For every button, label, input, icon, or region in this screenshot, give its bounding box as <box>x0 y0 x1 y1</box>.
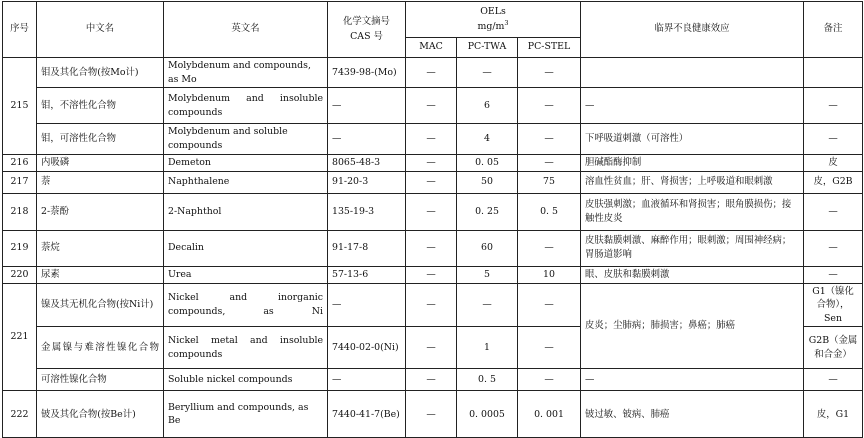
cell-cas: 91-17-8 <box>328 230 406 266</box>
cell-health-effect: 下呼吸道刺激（可溶性） <box>581 124 804 154</box>
header-mac: MAC <box>406 38 457 58</box>
row-seq: 216 <box>3 154 37 171</box>
cell-chinese-name: 萘烷 <box>37 230 164 266</box>
cell-note: — <box>804 369 863 391</box>
header-oels-title: OELs <box>480 6 506 18</box>
cell-chinese-name: 钼，不溶性化合物 <box>37 88 164 124</box>
cell-note: G2B（金属和合金） <box>804 327 863 369</box>
row-seq: 221 <box>3 283 37 391</box>
table-row <box>3 88 863 124</box>
cell-cas: — <box>328 88 406 124</box>
cell-mac: — <box>406 369 457 391</box>
cell-pc-stel: — <box>518 369 581 391</box>
cell-chinese-name: 金属镍与难溶性镍化合物 <box>37 327 164 369</box>
cell-note: G1（镍化合物），Sen <box>804 283 863 327</box>
header-cas <box>328 2 406 58</box>
cell-mac: — <box>406 124 457 154</box>
cell-english-name: Naphthalene <box>164 171 328 193</box>
header-pc-stel: PC-STEL <box>518 38 581 58</box>
cell-health-effect: 溶血性贫血；肝、肾损害；上呼吸道和眼刺激 <box>581 171 804 193</box>
cell-chinese-name: 2-萘酚 <box>37 193 164 230</box>
cell-cas: 91-20-3 <box>328 171 406 193</box>
cell-english-name: Molybdenum and insoluble compounds <box>164 88 328 124</box>
cell-health-effect: — <box>581 369 804 391</box>
cell-note: — <box>804 230 863 266</box>
cell-mac: — <box>406 88 457 124</box>
cell-pc-stel: 0. 001 <box>518 391 581 438</box>
header-cas-line2: CAS 号 <box>350 30 383 42</box>
cell-pc-stel: — <box>518 230 581 266</box>
header-pc-twa: PC-TWA <box>457 38 518 58</box>
table-row <box>3 171 863 193</box>
table-row <box>3 391 863 438</box>
cell-pc-twa: 4 <box>457 124 518 154</box>
cell-note: — <box>804 88 863 124</box>
cell-note: 皮，G2B <box>804 171 863 193</box>
cell-note: 皮，G1 <box>804 391 863 438</box>
header-oels <box>406 2 581 38</box>
header-health-effect: 临界不良健康效应 <box>581 2 804 58</box>
cell-pc-twa: — <box>457 58 518 88</box>
cell-pc-twa: 50 <box>457 171 518 193</box>
cell-pc-twa: — <box>457 283 518 327</box>
cell-english-name: 2-Naphthol <box>164 193 328 230</box>
header-chinese-name: 中文名 <box>37 2 164 58</box>
cell-english-name: Urea <box>164 266 328 283</box>
cell-chinese-name: 镍及其无机化合物(按Ni计) <box>37 283 164 327</box>
cell-pc-stel: — <box>518 124 581 154</box>
cell-chinese-name: 铍及其化合物(按Be计) <box>37 391 164 438</box>
table-row <box>3 230 863 266</box>
cell-pc-twa: 5 <box>457 266 518 283</box>
cell-mac: — <box>406 58 457 88</box>
cell-english-name: Molybdenum and soluble compounds <box>164 124 328 154</box>
cell-pc-stel: — <box>518 154 581 171</box>
cell-pc-stel: — <box>518 327 581 369</box>
cell-pc-twa: 1 <box>457 327 518 369</box>
cell-pc-stel: 0. 5 <box>518 193 581 230</box>
cell-english-name: Molybdenum and compounds, as Mo <box>164 58 328 88</box>
cell-pc-twa: 6 <box>457 88 518 124</box>
cell-note: — <box>804 266 863 283</box>
cell-pc-stel: — <box>518 283 581 327</box>
cell-pc-stel: 10 <box>518 266 581 283</box>
cell-pc-twa: 0. 25 <box>457 193 518 230</box>
cell-english-name: Nickel and inorganic compounds, as Ni <box>164 283 328 327</box>
table-row <box>3 266 863 283</box>
table-row <box>3 124 863 154</box>
header-english-name: 英文名 <box>164 2 328 58</box>
cell-mac: — <box>406 230 457 266</box>
cell-mac: — <box>406 391 457 438</box>
cell-cas: 7440-41-7(Be) <box>328 391 406 438</box>
cell-note: 皮 <box>804 154 863 171</box>
cell-english-name: Demeton <box>164 154 328 171</box>
cell-cas: 7440-02-0(Ni) <box>328 327 406 369</box>
cell-health-effect <box>581 58 804 88</box>
cell-mac: — <box>406 154 457 171</box>
cell-cas: — <box>328 369 406 391</box>
cell-chinese-name: 萘 <box>37 171 164 193</box>
table-row <box>3 154 863 171</box>
cell-pc-stel: — <box>518 58 581 88</box>
cell-pc-twa: 0. 05 <box>457 154 518 171</box>
row-seq: 219 <box>3 230 37 266</box>
cell-english-name: Soluble nickel compounds <box>164 369 328 391</box>
cell-note <box>804 58 863 88</box>
cell-mac: — <box>406 266 457 283</box>
header-oels-unit: mg/m <box>477 20 505 32</box>
cell-pc-twa: 60 <box>457 230 518 266</box>
cell-chinese-name: 钼及其化合物(按Mo计) <box>37 58 164 88</box>
cell-pc-twa: 0. 5 <box>457 369 518 391</box>
cell-pc-stel: — <box>518 88 581 124</box>
cell-chinese-name: 尿素 <box>37 266 164 283</box>
cell-note: — <box>804 124 863 154</box>
row-seq: 215 <box>3 58 37 155</box>
cell-pc-twa: 0. 0005 <box>457 391 518 438</box>
cell-health-effect: 皮肤黏膜刺激、麻醉作用；眼刺激；周围神经病；胃肠道影响 <box>581 230 804 266</box>
row-seq: 218 <box>3 193 37 230</box>
cell-health-effect: 胆碱酯酶抑制 <box>581 154 804 171</box>
cell-cas: 7439-98-(Mo) <box>328 58 406 88</box>
row-seq: 217 <box>3 171 37 193</box>
cell-english-name: Decalin <box>164 230 328 266</box>
table-row <box>3 58 863 88</box>
header-seq: 序号 <box>3 2 37 58</box>
header-oels-unit-sup: 3 <box>504 18 509 27</box>
cell-chinese-name: 钼，可溶性化合物 <box>37 124 164 154</box>
header-note: 备注 <box>804 2 863 58</box>
cell-cas: 135-19-3 <box>328 193 406 230</box>
cell-english-name: Nickel metal and insoluble compounds <box>164 327 328 369</box>
cell-english-name: Beryllium and compounds, as Be <box>164 391 328 438</box>
row-seq: 222 <box>3 391 37 438</box>
table-row <box>3 193 863 230</box>
cell-pc-stel: 75 <box>518 171 581 193</box>
oel-table <box>2 1 863 438</box>
cell-health-effect: 铍过敏、铍病、肺癌 <box>581 391 804 438</box>
table-row <box>3 283 863 327</box>
row-seq: 220 <box>3 266 37 283</box>
cell-mac: — <box>406 171 457 193</box>
cell-chinese-name: 可溶性镍化合物 <box>37 369 164 391</box>
cell-cas: 8065-48-3 <box>328 154 406 171</box>
cell-chinese-name: 内吸磷 <box>37 154 164 171</box>
cell-mac: — <box>406 193 457 230</box>
cell-health-effect: — <box>581 88 804 124</box>
cell-health-effect: 皮肤强刺激；血液循环和肾损害；眼角膜损伤；接触性皮炎 <box>581 193 804 230</box>
cell-cas: 57-13-6 <box>328 266 406 283</box>
cell-cas: — <box>328 124 406 154</box>
cell-mac: — <box>406 327 457 369</box>
cell-mac: — <box>406 283 457 327</box>
cell-health-effect: 皮炎；尘肺病；肺损害；鼻癌；肺癌 <box>581 283 804 369</box>
table-row <box>3 369 863 391</box>
header-cas-line1: 化学文摘号 <box>343 16 390 28</box>
cell-cas: — <box>328 283 406 327</box>
cell-health-effect: 眼、皮肤和黏膜刺激 <box>581 266 804 283</box>
cell-note: — <box>804 193 863 230</box>
